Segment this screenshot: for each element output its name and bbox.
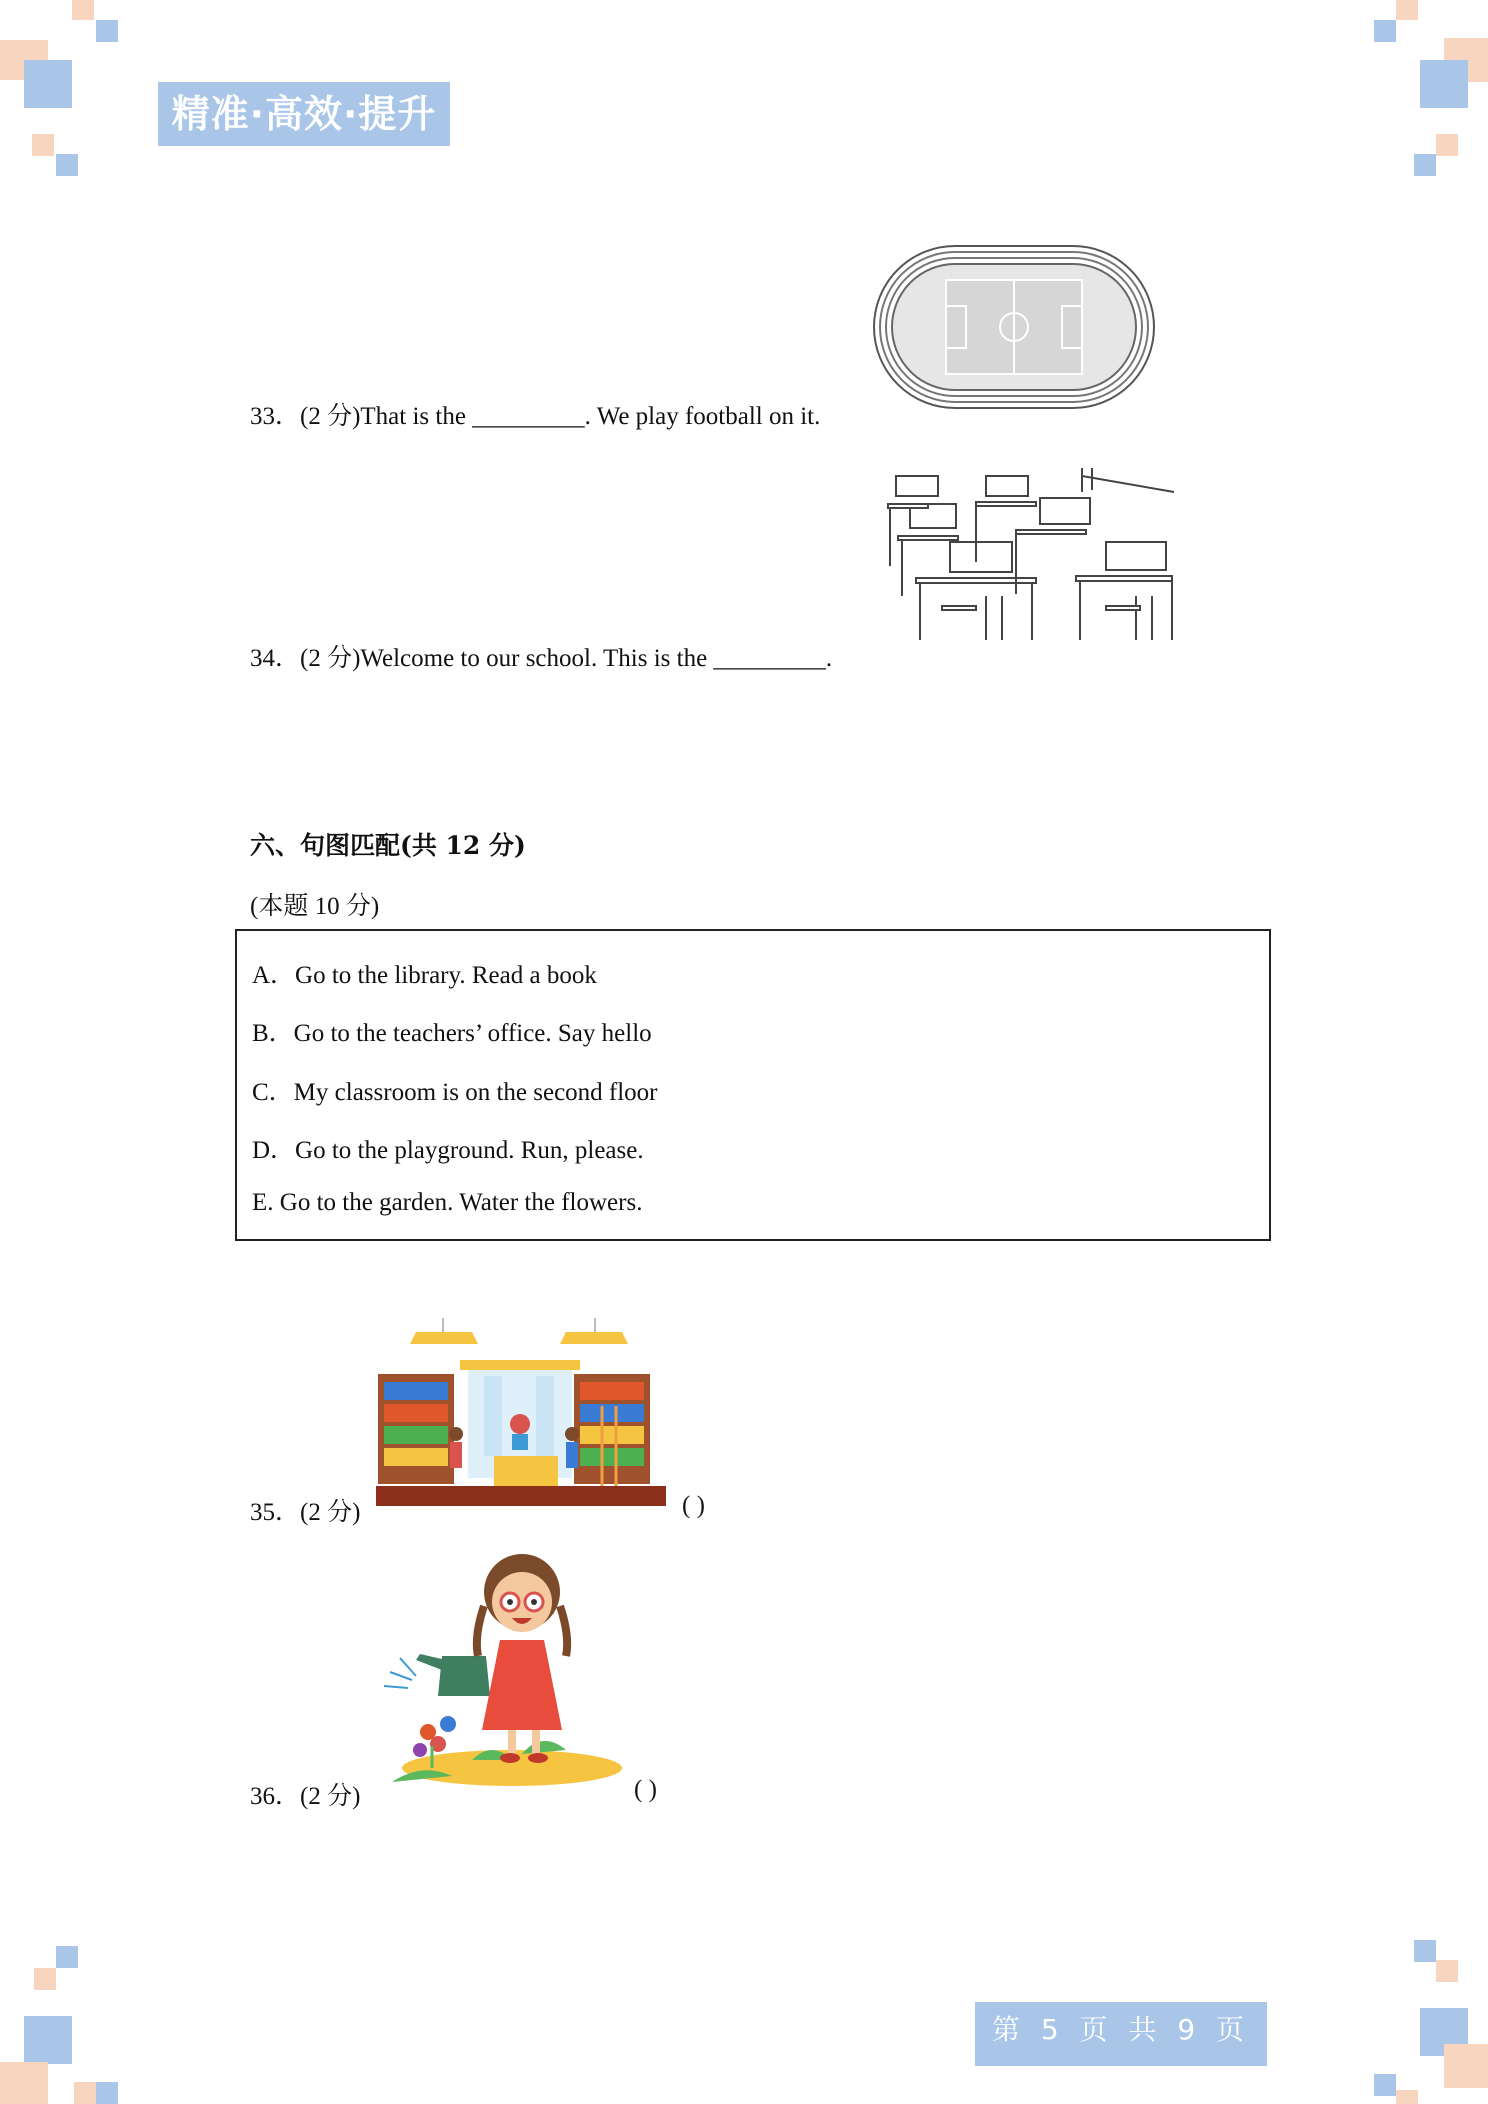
option-b: B．Go to the teachers’ office. Say hello bbox=[252, 1020, 652, 1047]
brand-banner: 精准·高效·提升 bbox=[158, 82, 450, 146]
option-c: C．My classroom is on the second floor bbox=[252, 1079, 658, 1106]
option-d: D．Go to the playground. Run, please. bbox=[252, 1137, 644, 1164]
running-track-field-illustration bbox=[872, 244, 1156, 410]
question-34: 34．(2 分)Welcome to our school. This is the _________. bbox=[250, 645, 833, 672]
question-35-label: 35．(2 分) bbox=[250, 1499, 361, 1526]
section-note: (本题 10 分) bbox=[250, 893, 380, 920]
option-a: A．Go to the library. Read a book bbox=[252, 962, 597, 989]
answer-blank-36[interactable]: ( ) bbox=[634, 1776, 657, 1803]
options-box bbox=[235, 929, 1271, 1241]
page-number-banner: 第 5 页 共 9 页 bbox=[975, 2002, 1267, 2066]
girl-watering-flowers-illustration bbox=[372, 1546, 622, 1790]
answer-blank-35[interactable]: ( ) bbox=[682, 1492, 705, 1519]
question-33: 33．(2 分)That is the _________. We play football on it. bbox=[250, 403, 821, 430]
section-title: 六、句图匹配(共 12 分) bbox=[250, 831, 526, 860]
option-e: E. Go to the garden. Water the flowers. bbox=[252, 1189, 643, 1216]
question-36-label: 36．(2 分) bbox=[250, 1783, 361, 1810]
library-illustration bbox=[376, 1316, 666, 1510]
computer-room-illustration bbox=[886, 466, 1176, 642]
